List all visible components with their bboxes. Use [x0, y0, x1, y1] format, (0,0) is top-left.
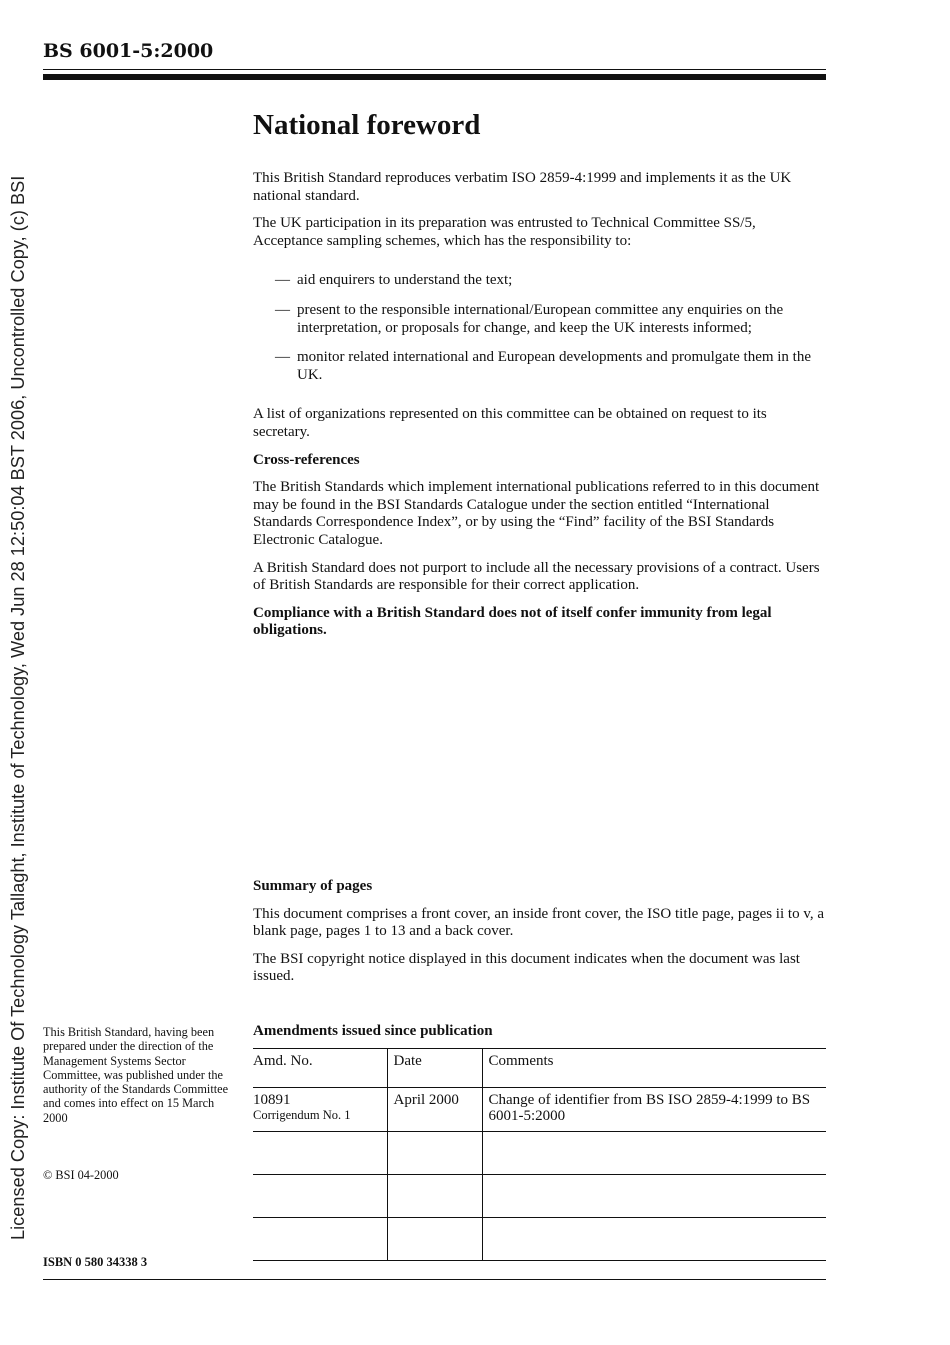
compliance-statement: Compliance with a British Standard does not of itself confer immunity from legal obligations. — [253, 604, 772, 639]
foreword-paragraph-2: The UK participation in its preparation was entrusted to Technical Committee SS/5, Acceptance sampling schemes, which has the responsibility to: — [253, 215, 756, 249]
column-header-date: Date — [387, 1049, 482, 1088]
document-identifier: BS 6001-5:2000 — [43, 40, 214, 62]
publication-note: This British Standard, having been prepared under the direction of the Management Systems Sector Committee, was published under the authority of the Standards Committee and comes into effect on 15 March 2000 — [43, 1025, 229, 1125]
footer-rule — [43, 1279, 826, 1280]
corrigendum-label: Corrigendum No. 1 — [253, 1108, 351, 1122]
empty-cell — [482, 1218, 826, 1261]
dash-marker: — — [275, 301, 290, 318]
responsibility-list — [253, 272, 826, 384]
national-foreword-section — [253, 105, 826, 640]
column-header-comments: Comments — [482, 1049, 826, 1088]
dash-marker: — — [275, 272, 290, 289]
table-row-empty — [253, 1175, 826, 1218]
empty-cell — [387, 1218, 482, 1261]
license-watermark: Licensed Copy: Institute Of Technology Tallaght, Institute of Technology, Wed Jun 28 12:50:04 BST 2006, Uncontrolled Copy, (c) BSI — [8, 175, 28, 1240]
list-item-text: present to the responsible international/European committee any enquiries on the interpretation, or proposals for change, and keep the UK interests informed; — [297, 301, 784, 336]
empty-cell — [387, 1132, 482, 1175]
cross-references-heading: Cross-references — [253, 451, 360, 468]
list-item-text: aid enquirers to understand the text; — [297, 272, 513, 289]
summary-paragraph-1: This document comprises a front cover, an inside front cover, the ISO title page, pages ii to v, a blank page, pages 1 to 13 and a back cover. — [253, 905, 824, 940]
page-title: National foreword — [253, 109, 481, 141]
empty-cell — [253, 1132, 387, 1175]
summary-paragraph-2: The BSI copyright notice displayed in this document indicates when the document was last issued. — [253, 950, 800, 985]
list-item — [253, 272, 826, 290]
list-item-text: monitor related international and European developments and promulgate them in the UK. — [297, 349, 812, 383]
empty-cell — [482, 1132, 826, 1175]
foreword-paragraph-3: A list of organizations represented on this committee can be obtained on request to its secretary. — [253, 406, 767, 440]
table-row — [253, 1088, 826, 1132]
summary-heading: Summary of pages — [253, 878, 373, 894]
table-cell-date: April 2000 — [387, 1088, 482, 1132]
summary-of-pages-section — [253, 878, 826, 986]
table-row-empty — [253, 1132, 826, 1175]
table-row-empty — [253, 1218, 826, 1261]
empty-cell — [387, 1175, 482, 1218]
isbn-number: ISBN 0 580 34338 3 — [43, 1255, 148, 1269]
copyright-notice: © BSI 04-2000 — [43, 1168, 119, 1182]
provisions-paragraph: A British Standard does not purport to include all the necessary provisions of a contract. Users of British Standards are responsible for their correct application. — [253, 559, 820, 594]
empty-cell — [253, 1175, 387, 1218]
table-cell-comments: Change of identifier from BS ISO 2859-4:1999 to BS 6001-5:2000 — [482, 1088, 826, 1132]
amendment-number: 10891 — [253, 1092, 291, 1108]
empty-cell — [482, 1175, 826, 1218]
table-header-row — [253, 1049, 826, 1088]
amendments-table — [253, 1048, 826, 1261]
header-rule-thick — [43, 74, 826, 80]
table-cell-amd-no — [253, 1088, 387, 1132]
empty-cell — [253, 1218, 387, 1261]
amendments-heading: Amendments issued since publication — [253, 1023, 493, 1039]
list-item — [253, 302, 826, 337]
column-header-amd-no: Amd. No. — [253, 1049, 387, 1088]
cross-references-paragraph: The British Standards which implement international publications referred to in this document may be found in the BSI Standards Catalogue under the section entitled “International Standards Correspondence Index”, or by using the “Find” facility of the BSI Standards Electronic Catalogue. — [253, 479, 820, 548]
foreword-paragraph-1: This British Standard reproduces verbatim ISO 2859-4:1999 and implements it as the UK national standard. — [253, 170, 792, 204]
header-rule-thin — [43, 69, 826, 70]
dash-marker: — — [275, 349, 290, 366]
amendments-section — [253, 1022, 826, 1261]
list-item — [253, 349, 826, 384]
